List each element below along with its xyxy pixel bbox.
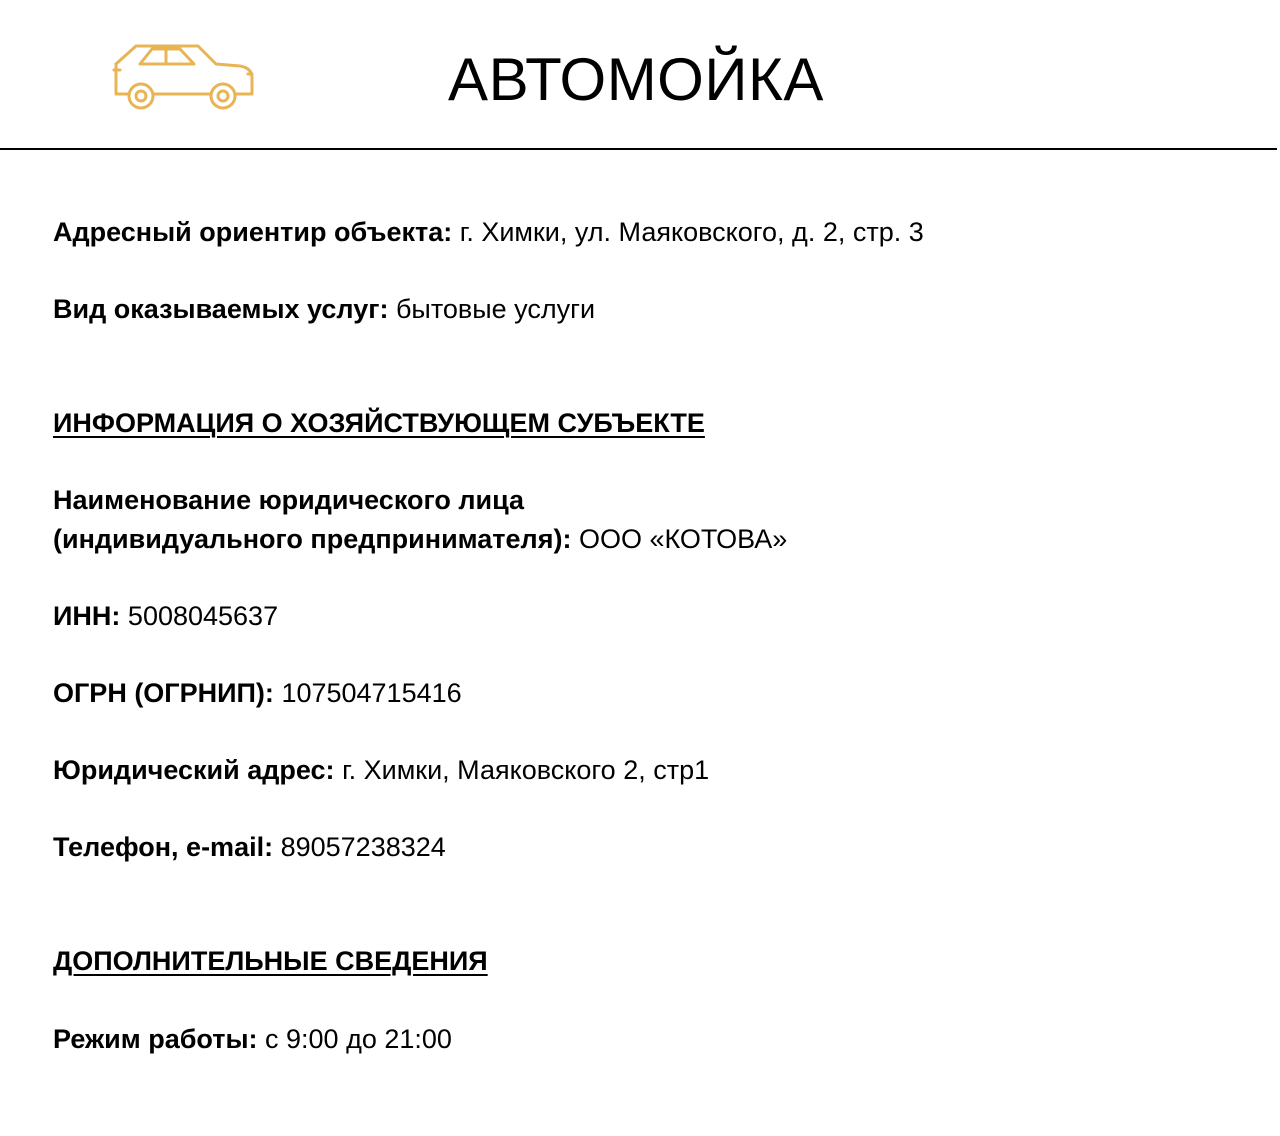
hours-row [53, 1020, 452, 1058]
entity-name-label-2: (индивидуального предпринимателя): [53, 524, 572, 554]
services-label: Вид оказываемых услуг: [53, 294, 389, 324]
entity-heading: ИНФОРМАЦИЯ О ХОЗЯЙСТВУЮЩЕМ СУБЪЕКТЕ [53, 408, 705, 438]
legal-address-row [53, 751, 709, 789]
additional-heading: ДОПОЛНИТЕЛЬНЫЕ СВЕДЕНИЯ [53, 946, 488, 976]
inn-label: ИНН: [53, 601, 121, 631]
address-row [53, 213, 924, 251]
address-value: г. Химки, ул. Маяковского, д. 2, стр. 3 [459, 217, 924, 247]
page-title: АВТОМОЙКА [448, 46, 824, 113]
inn-row [53, 597, 278, 635]
hours-value: с 9:00 до 21:00 [265, 1024, 452, 1054]
entity-name-row [53, 520, 787, 558]
contacts-value: 89057238324 [280, 832, 446, 862]
services-value: бытовые услуги [395, 294, 596, 324]
entity-name-label-line1 [53, 481, 524, 519]
page-header [0, 0, 1280, 150]
contacts-label: Телефон, e-mail: [53, 832, 274, 862]
inn-value: 5008045637 [127, 601, 279, 631]
legal-address-value: г. Химки, Маяковского 2, стр1 [342, 755, 710, 785]
ogrn-label: ОГРН (ОГРНИП): [53, 678, 274, 708]
entity-name-label-1: Наименование юридического лица [53, 485, 525, 515]
ogrn-value: 107504715416 [281, 678, 462, 708]
entity-name-value: ООО «КОТОВА» [578, 524, 788, 554]
services-row [53, 290, 595, 328]
hours-label: Режим работы: [53, 1024, 258, 1054]
contacts-row [53, 828, 446, 866]
ogrn-row [53, 674, 462, 712]
address-label: Адресный ориентир объекта: [53, 217, 453, 247]
header-divider [0, 148, 1277, 150]
legal-address-label: Юридический адрес: [53, 755, 335, 785]
